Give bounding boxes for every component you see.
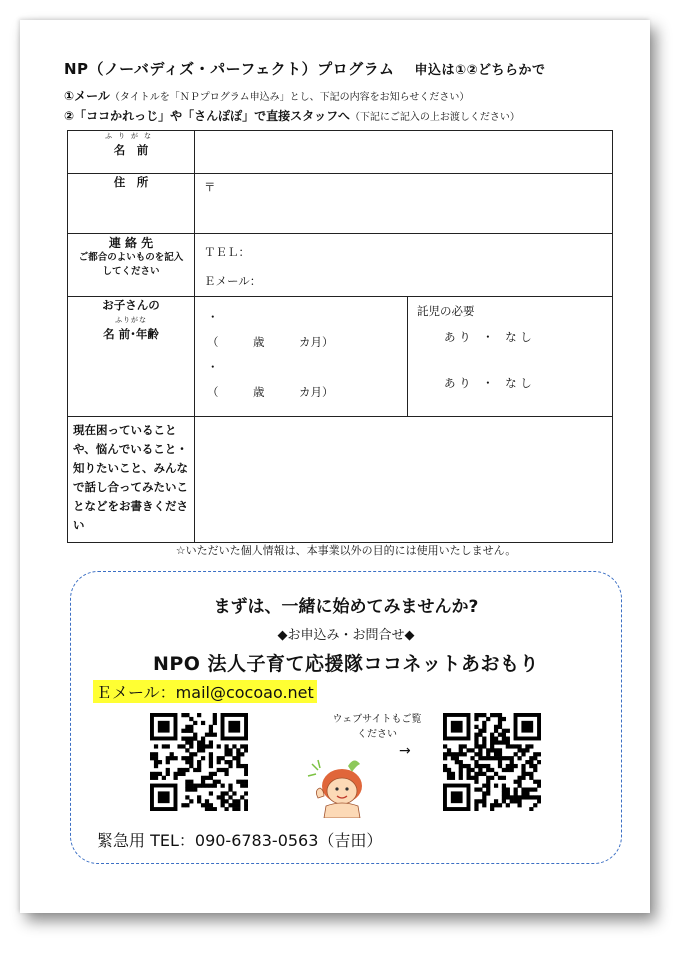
child-input-cell[interactable] — [195, 297, 408, 417]
contact-email[interactable]: Ｅメール：mail@cocoao.net — [93, 680, 317, 703]
organization-name: NPO 法人子育て応援隊ココネットあおもり — [152, 653, 540, 675]
child-label-cell — [68, 297, 195, 417]
contact-label-cell — [68, 234, 195, 297]
email-label: Ｅメール： — [204, 274, 262, 288]
qr-code-icon[interactable] — [443, 713, 541, 811]
concerns-input-cell[interactable] — [195, 417, 613, 543]
page-title — [64, 58, 546, 79]
privacy-note: ☆いただいた個人情報は、本事業以外の目的には使用いたしません。 — [175, 544, 517, 557]
childcare-option-1[interactable]: あ り ・ な し — [444, 330, 532, 344]
name-ruby: ふりがな — [105, 132, 157, 140]
program-title: NP（ノーバディズ・パーフェクト）プログラム — [64, 60, 395, 78]
qr-code-icon[interactable] — [150, 713, 248, 811]
address-input-cell[interactable] — [195, 174, 613, 234]
option1-label: ①メール — [64, 89, 110, 103]
emergency-tel: 緊急用 TEL：090-6783-0563（吉田） — [97, 831, 383, 850]
option2-note: （下記にご記入の上お渡しください） — [349, 112, 520, 123]
child1-bullet: ・ — [207, 310, 219, 324]
child2-bullet: ・ — [207, 360, 219, 374]
child-label: お子さんの — [102, 298, 160, 312]
contact-label: 連 絡 先 — [108, 236, 154, 250]
child2-age: （ 歳 カ月） — [207, 385, 334, 399]
name-label: 名 前 — [113, 143, 149, 157]
address-label: 住 所 — [68, 174, 195, 234]
application-form — [67, 130, 613, 543]
childcare-cell[interactable] — [408, 297, 613, 417]
child-sub: 名 前･年齢 — [103, 327, 159, 341]
child-ruby: ふりがな — [115, 316, 147, 324]
childcare-option-2[interactable]: あ り ・ な し — [444, 376, 532, 390]
childcare-label: 託児の必要 — [417, 304, 475, 318]
contact-headline: まずは、一緒に始めてみませんか? — [213, 597, 479, 617]
name-label-cell — [68, 131, 195, 174]
postal-mark: 〒 — [204, 180, 216, 194]
contact-input-cell[interactable] — [195, 234, 613, 297]
concerns-label: 現在困っていることや、悩んでいること・知りたいこと、みんなで話し合ってみたいことなどをお書きください — [68, 417, 195, 543]
contact-subhead: ◆お申込み・お問合せ◆ — [277, 628, 415, 643]
apply-note: 申込は①②どちらかで — [414, 63, 546, 78]
mascot-illustration-icon — [304, 756, 374, 818]
apply-option-1 — [64, 87, 469, 104]
name-input-cell[interactable] — [195, 131, 613, 174]
website-note: ウェブサイトもご覧ください — [332, 714, 422, 740]
contact-sub: ご都合のよいものを記入してください — [78, 252, 184, 277]
tel-label: ＴＥＬ： — [204, 245, 250, 259]
option2-label: ②「ココかれっじ」や「さんぽぽ」で直接スタッフへ — [64, 109, 350, 123]
option1-note: （タイトルを「ＮＰプログラム申込み」とし、下記の内容をお知らせください） — [109, 92, 470, 103]
arrow-icon: → — [399, 743, 411, 759]
apply-option-2 — [64, 107, 520, 124]
child1-age: （ 歳 カ月） — [207, 335, 334, 349]
